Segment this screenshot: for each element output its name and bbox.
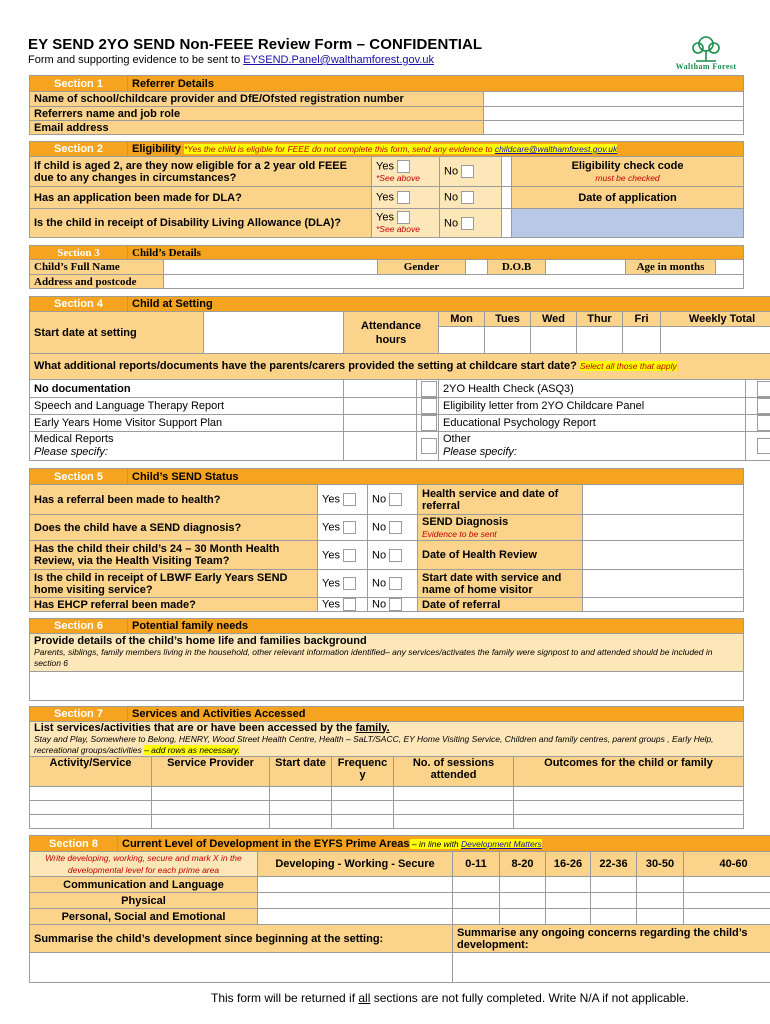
send-q4-label: Is the child in receipt of LBWF Early Years SEND home visiting service? <box>30 570 318 598</box>
eligibility-q3-yes[interactable] <box>372 209 440 238</box>
footer-pre: This form will be returned if <box>210 991 359 1005</box>
services-cell[interactable] <box>270 787 332 801</box>
checkbox[interactable] <box>343 493 356 506</box>
send-diagnosis-text: SEND Diagnosis <box>422 515 509 528</box>
services-cell[interactable] <box>270 815 332 829</box>
spacer <box>344 398 417 415</box>
spacer <box>502 187 512 209</box>
no-text: No <box>372 598 387 611</box>
area-cell[interactable] <box>546 893 591 909</box>
start-date-label: Start date at setting <box>30 312 204 354</box>
col-frequency: Frequency <box>332 757 394 787</box>
spacer <box>502 209 512 238</box>
col-sessions: No. of sessions attended <box>394 757 514 787</box>
checkbox[interactable] <box>461 217 474 230</box>
col-outcomes: Outcomes for the child or family <box>514 757 744 787</box>
section-6-label: Section 6 <box>30 619 128 634</box>
see-above-note: *See above <box>376 224 420 234</box>
doc-2yo-health-check-checkbox[interactable] <box>746 380 770 398</box>
send-q3-no[interactable] <box>368 541 418 570</box>
area-pse: Personal, Social and Emotional <box>30 909 258 925</box>
area-row <box>30 909 770 925</box>
section-2-label: Section 2 <box>30 142 128 157</box>
medical-reports-text: Medical Reports <box>34 433 114 445</box>
day-wed: Wed <box>531 312 577 327</box>
area-cell[interactable] <box>684 877 770 893</box>
send-q1-label: Has a referral been made to health? <box>30 485 318 515</box>
send-q4-no[interactable] <box>368 570 418 598</box>
section-4-label: Section 4 <box>30 297 128 312</box>
send-q3-label: Has the child their child’s 24 – 30 Month Health Review, via the Health Visiting Team? <box>30 541 318 570</box>
referrer-name-label: Referrers name and job role <box>30 107 484 121</box>
area-row <box>30 893 770 909</box>
family-needs-note: Parents, siblings, family members living in the household, other relevant information identified– any services/activates the family were signpost to and attended should be included in section 6 <box>34 647 713 668</box>
wed-hours[interactable] <box>531 327 577 354</box>
dob-label: D.O.B <box>488 260 546 275</box>
doc-home-visitor-plan-checkbox[interactable] <box>417 415 439 432</box>
col-activity-service: Activity/Service <box>30 757 152 787</box>
eligibility-q2-no[interactable] <box>440 187 502 209</box>
eligibility-note <box>184 144 617 154</box>
no-text: No <box>372 493 387 506</box>
section-7-table <box>29 706 744 829</box>
doc-no-documentation-checkbox[interactable] <box>417 380 439 398</box>
band-8-20: 8-20 <box>500 852 546 877</box>
send-q5-yes[interactable] <box>318 598 368 612</box>
doc-other-checkbox[interactable] <box>746 432 770 461</box>
send-diagnosis-field[interactable] <box>583 515 744 541</box>
doc-medical-reports <box>30 432 344 461</box>
summary-progress-field[interactable] <box>30 953 453 983</box>
dob-field[interactable] <box>546 260 626 275</box>
section-5-label: Section 5 <box>30 469 128 485</box>
gender-label: Gender <box>378 260 466 275</box>
services-cell[interactable] <box>152 815 270 829</box>
checkbox[interactable] <box>461 191 474 204</box>
form-title: EY SEND 2YO SEND Non-FEEE Review Form – CONFIDENTIAL <box>28 36 483 53</box>
area-row <box>30 877 770 893</box>
yes-text: Yes <box>322 548 340 561</box>
eligibility-q1-label: If child is aged 2, are they now eligible for a 2 year old FEEE due to any changes in circumstances? <box>30 157 372 187</box>
summary-concerns-label: Summarise any ongoing concerns regarding the child’s development: <box>453 925 770 953</box>
area-cell[interactable] <box>258 893 453 909</box>
send-q2-no[interactable] <box>368 515 418 541</box>
area-cell[interactable] <box>637 893 684 909</box>
weekly-total-field[interactable] <box>661 327 770 354</box>
services-cell[interactable] <box>30 787 152 801</box>
doc-other <box>439 432 746 461</box>
checkbox[interactable] <box>421 398 437 414</box>
area-cell[interactable] <box>637 909 684 925</box>
section-2-table <box>29 141 744 238</box>
send-q1-no[interactable] <box>368 485 418 515</box>
area-physical: Physical <box>30 893 258 909</box>
ehcp-referral-date-label: Date of referral <box>418 598 583 612</box>
family-needs-field[interactable] <box>30 672 744 701</box>
health-review-date-field[interactable] <box>583 541 744 570</box>
section-2-title-text: Eligibility <box>132 143 181 155</box>
checkbox[interactable] <box>389 493 402 506</box>
reports-question-text: What additional reports/documents have the parents/carers provided the setting at childcare start date? <box>34 360 577 372</box>
checkbox[interactable] <box>757 415 770 431</box>
section-7-title: Services and Activities Accessed <box>128 707 744 722</box>
eligibility-q2-label: Has an application been made for DLA? <box>30 187 372 209</box>
band-22-36: 22-36 <box>591 852 637 877</box>
eligibility-q3-label: Is the child in receipt of Disability Living Allowance (DLA)? <box>30 209 372 238</box>
referrer-email-label: Email address <box>30 121 484 135</box>
subtitle-text: Form and supporting evidence to be sent to <box>28 54 244 66</box>
doc-ed-psych-report: Educational Psychology Report <box>439 415 746 432</box>
area-cell[interactable] <box>637 877 684 893</box>
no-text: No <box>444 191 459 204</box>
services-cell[interactable] <box>394 801 514 815</box>
section-8-title <box>118 836 770 852</box>
tues-hours[interactable] <box>485 327 531 354</box>
footer-post: sections are not fully completed. Write N/A if not applicable. <box>370 991 689 1005</box>
age-months-label: Age in months <box>626 260 716 275</box>
eligibility-q3-no[interactable] <box>440 209 502 238</box>
area-cell[interactable] <box>258 909 453 925</box>
no-text: No <box>444 165 459 178</box>
send-q2-label: Does the child have a SEND diagnosis? <box>30 515 318 541</box>
please-specify-text: Please specify: <box>443 446 517 458</box>
area-cell[interactable] <box>591 893 637 909</box>
no-text: No <box>444 216 459 229</box>
yes-text: Yes <box>322 493 340 506</box>
eligibility-check-code-label <box>512 157 744 187</box>
services-cell[interactable] <box>332 801 394 815</box>
checkbox[interactable] <box>461 165 474 178</box>
address-label: Address and postcode <box>30 275 164 289</box>
spacer <box>344 380 417 398</box>
start-date-field[interactable] <box>204 312 344 354</box>
logo-name: Waltham Forest <box>675 62 737 71</box>
address-field[interactable] <box>164 275 744 289</box>
section-4-title: Child at Setting <box>128 297 770 312</box>
services-cell[interactable] <box>332 815 394 829</box>
area-cell[interactable] <box>500 909 546 925</box>
day-tues: Tues <box>485 312 531 327</box>
referrer-email-field[interactable] <box>484 121 744 135</box>
doc-salt-report: Speech and Language Therapy Report <box>30 398 344 415</box>
services-heading-family: family. <box>355 721 390 734</box>
summary-progress-label: Summarise the child’s development since beginning at the setting: <box>30 925 453 953</box>
checkbox[interactable] <box>343 577 356 590</box>
yes-text: Yes <box>376 191 394 204</box>
section-8-label: Section 8 <box>30 836 118 852</box>
dws-header: Developing - Working - Secure <box>258 852 453 877</box>
send-q5-label: Has EHCP referral been made? <box>30 598 318 612</box>
checkbox[interactable] <box>343 598 356 611</box>
spacer <box>344 415 417 432</box>
section-3-title: Child’s Details <box>128 246 744 260</box>
health-review-date-label: Date of Health Review <box>418 541 583 570</box>
no-text: No <box>372 548 387 561</box>
footer-note <box>0 991 770 1005</box>
doc-no-documentation: No documentation <box>30 380 344 398</box>
services-cell[interactable] <box>152 801 270 815</box>
yes-text: Yes <box>322 598 340 611</box>
thur-hours[interactable] <box>577 327 623 354</box>
home-visitor-field[interactable] <box>583 570 744 598</box>
section-1-title: Referrer Details <box>128 76 744 92</box>
day-thur: Thur <box>577 312 623 327</box>
doc-medical-reports-checkbox[interactable] <box>417 432 439 461</box>
section-1-label: Section 1 <box>30 76 128 92</box>
attendance-hours-label: Attendance hours <box>344 312 439 354</box>
area-cell[interactable] <box>453 877 500 893</box>
footer-all: all <box>358 991 371 1005</box>
additional-reports-question <box>30 354 770 380</box>
family-needs-prompt <box>30 634 744 672</box>
checkbox[interactable] <box>343 521 356 534</box>
checkbox[interactable] <box>397 211 410 224</box>
checkbox[interactable] <box>397 160 410 173</box>
child-full-name-field[interactable] <box>164 260 378 275</box>
area-cell[interactable] <box>684 909 770 925</box>
col-start-date: Start date <box>270 757 332 787</box>
section-8-title-text: Current Level of Development in the EYFS Prime Areas <box>122 837 410 850</box>
form-subtitle <box>28 54 748 66</box>
send-q4-yes[interactable] <box>318 570 368 598</box>
date-of-application-label: Date of application <box>512 187 744 209</box>
services-row <box>30 801 744 815</box>
yes-text: Yes <box>376 159 394 172</box>
doc-eligibility-letter-checkbox[interactable] <box>746 398 770 415</box>
services-cell[interactable] <box>514 815 744 829</box>
waltham-forest-logo <box>668 34 744 76</box>
checkbox[interactable] <box>389 598 402 611</box>
family-needs-heading: Provide details of the child’s home life and families background <box>34 635 367 647</box>
services-row <box>30 815 744 829</box>
doc-eligibility-letter: Eligibility letter from 2YO Childcare Panel <box>439 398 746 415</box>
send-q5-no[interactable] <box>368 598 418 612</box>
services-cell[interactable] <box>270 801 332 815</box>
area-cell[interactable] <box>500 893 546 909</box>
services-cell[interactable] <box>514 787 744 801</box>
send-q2-yes[interactable] <box>318 515 368 541</box>
childcare-email-link[interactable]: childcare@walthamforest.gov.uk <box>494 144 618 154</box>
weekly-total: Weekly Total <box>661 312 770 327</box>
tree-icon <box>686 34 726 64</box>
services-cell[interactable] <box>394 787 514 801</box>
checkbox[interactable] <box>421 381 437 397</box>
area-cell[interactable] <box>258 877 453 893</box>
gender-field[interactable] <box>466 260 488 275</box>
send-q3-yes[interactable] <box>318 541 368 570</box>
area-cell[interactable] <box>591 877 637 893</box>
must-check-note: must be checked <box>595 172 660 183</box>
checkbox[interactable] <box>757 381 770 397</box>
evidence-note: Evidence to be sent <box>422 528 497 539</box>
checkbox[interactable] <box>397 191 410 204</box>
checkbox[interactable] <box>421 415 437 431</box>
date-of-application-field[interactable] <box>512 209 744 238</box>
area-cell[interactable] <box>453 893 500 909</box>
services-cell[interactable] <box>30 801 152 815</box>
section-6-table <box>29 618 744 701</box>
day-mon: Mon <box>439 312 485 327</box>
yes-text: Yes <box>376 211 394 224</box>
no-text: No <box>372 577 387 590</box>
checkbox[interactable] <box>389 549 402 562</box>
area-cell[interactable] <box>546 909 591 925</box>
yes-text: Yes <box>322 577 340 590</box>
band-30-50: 30-50 <box>637 852 684 877</box>
checkbox[interactable] <box>757 438 770 454</box>
day-fri: Fri <box>623 312 661 327</box>
health-service-field[interactable] <box>583 485 744 515</box>
area-cell[interactable] <box>591 909 637 925</box>
doc-salt-report-checkbox[interactable] <box>417 398 439 415</box>
area-cell[interactable] <box>453 909 500 925</box>
section-5-table <box>29 468 744 612</box>
band-0-11: 0-11 <box>453 852 500 877</box>
mon-hours[interactable] <box>439 327 485 354</box>
services-cell[interactable] <box>394 815 514 829</box>
eligibility-q2-yes[interactable] <box>372 187 440 209</box>
spacer <box>344 432 417 461</box>
age-months-field[interactable] <box>716 260 744 275</box>
checkbox[interactable] <box>389 577 402 590</box>
section-2-title <box>128 142 744 157</box>
doc-ed-psych-report-checkbox[interactable] <box>746 415 770 432</box>
doc-2yo-health-check: 2YO Health Check (ASQ3) <box>439 380 746 398</box>
child-full-name-label: Child’s Full Name <box>30 260 164 275</box>
checkbox[interactable] <box>421 438 437 454</box>
section-4-table <box>29 296 770 461</box>
summary-concerns-field[interactable] <box>453 953 770 983</box>
band-40-60: 40-60 <box>684 852 770 877</box>
band-16-26: 16-26 <box>546 852 591 877</box>
select-all-note: Select all those that apply <box>579 361 677 371</box>
development-matters-link[interactable]: Development Matters <box>461 838 542 849</box>
services-cell[interactable] <box>332 787 394 801</box>
section-1-table <box>29 75 744 135</box>
eligibility-note-text: *Yes the child is eligible for FEEE do not complete this form, send any evidence to <box>183 144 495 154</box>
eligibility-q1-yes[interactable] <box>372 157 440 187</box>
send-diagnosis-label <box>418 515 583 541</box>
referrer-provider-label: Name of school/childcare provider and DfE/Ofsted registration number <box>30 92 484 107</box>
add-rows-note: – add rows as necessary. <box>144 744 240 755</box>
health-service-label: Health service and date of referral <box>418 485 583 515</box>
referrer-provider-field[interactable] <box>484 92 744 107</box>
services-prompt <box>30 722 744 757</box>
home-visitor-label: Start date with service and name of home visitor <box>418 570 583 598</box>
please-specify-text: Please specify: <box>34 446 108 458</box>
referrer-name-field[interactable] <box>484 107 744 121</box>
services-note: Stay and Play, Somewhere to Belong, HENRY, Wood Street Health Centre, Health – SaLT/SACC, EY Home Visiting Service, Children and family centres, parent groups , Early Help, recreational groups/activities <box>34 733 714 755</box>
area-cell[interactable] <box>546 877 591 893</box>
no-text: No <box>372 521 387 534</box>
checkbox[interactable] <box>757 398 770 414</box>
section-3-label: Section 3 <box>30 246 128 260</box>
see-above-note: *See above <box>376 172 420 183</box>
area-communication: Communication and Language <box>30 877 258 893</box>
checkbox[interactable] <box>389 521 402 534</box>
section-7-label: Section 7 <box>30 707 128 722</box>
fri-hours[interactable] <box>623 327 661 354</box>
doc-home-visitor-plan: Early Years Home Visitor Support Plan <box>30 415 344 432</box>
panel-email-link[interactable]: EYSEND.Panel@walthamforest.gov.uk <box>243 54 434 66</box>
services-heading: List services/activities that are or have been accessed by the <box>34 721 356 734</box>
section-8-title-note: – in line with <box>409 838 462 849</box>
send-q1-yes[interactable] <box>318 485 368 515</box>
yes-text: Yes <box>322 521 340 534</box>
area-cell[interactable] <box>684 893 770 909</box>
services-cell[interactable] <box>514 801 744 815</box>
section-8-table <box>29 835 770 983</box>
section-3-table <box>29 245 744 289</box>
section-8-instructions: Write developing, working, secure and mark X in the developmental level for each prime area <box>30 852 258 877</box>
checkbox[interactable] <box>343 549 356 562</box>
services-cell[interactable] <box>30 815 152 829</box>
other-text: Other <box>443 433 471 445</box>
eligibility-q1-no[interactable] <box>440 157 502 187</box>
services-row <box>30 787 744 801</box>
services-cell[interactable] <box>152 787 270 801</box>
ehcp-referral-date-field[interactable] <box>583 598 744 612</box>
section-6-title: Potential family needs <box>128 619 744 634</box>
form-header <box>28 36 748 66</box>
check-code-text: Eligibility check code <box>571 159 684 172</box>
spacer <box>502 157 512 187</box>
area-cell[interactable] <box>500 877 546 893</box>
section-5-title: Child’s SEND Status <box>128 469 744 485</box>
col-service-provider: Service Provider <box>152 757 270 787</box>
